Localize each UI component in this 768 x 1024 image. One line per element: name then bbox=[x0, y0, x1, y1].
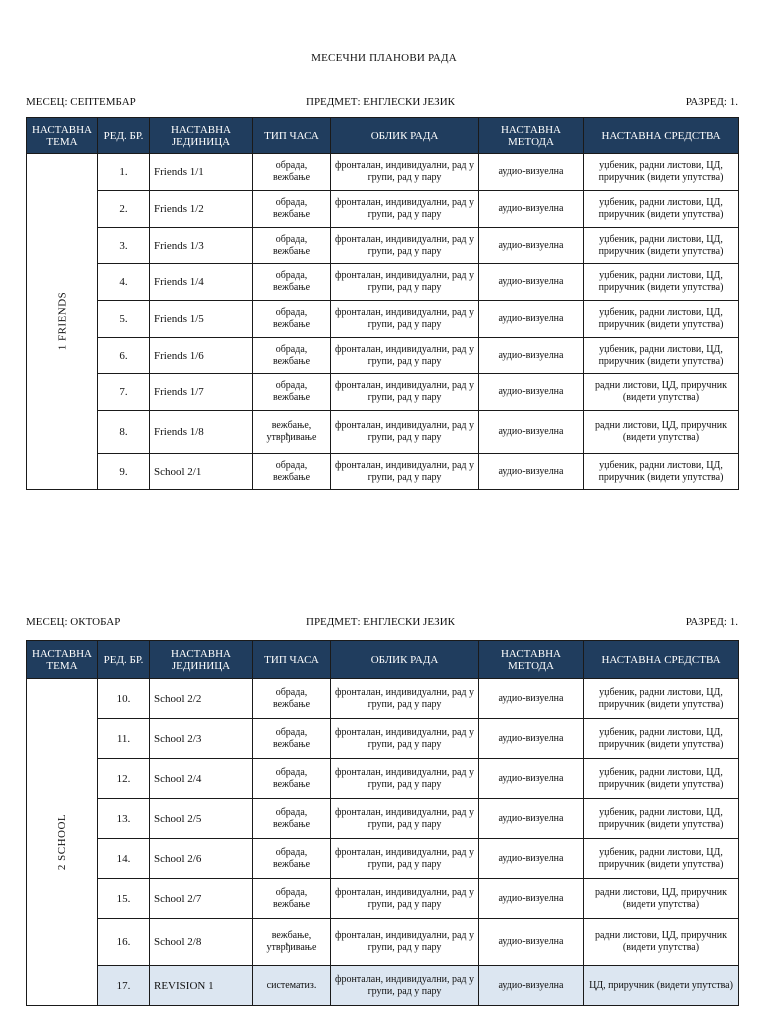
cell-num: 17. bbox=[98, 966, 150, 1006]
table-row bbox=[27, 839, 739, 879]
theme-cell bbox=[27, 679, 98, 1006]
cell-form: фронталан, индивидуални, рад у групи, рад у пару bbox=[331, 719, 479, 759]
cell-form: фронталан, индивидуални, рад у групи, рад у пару bbox=[331, 264, 479, 301]
cell-type: обрада, вежбање bbox=[253, 879, 331, 919]
cell-means: уџбеник, радни листови, ЦД, приручник (видети упутства) bbox=[584, 719, 739, 759]
month-label: МЕСЕЦ: СЕПТЕМБАР bbox=[26, 96, 136, 108]
cell-form: фронталан, индивидуални, рад у групи, рад у пару bbox=[331, 919, 479, 966]
cell-unit: Friends 1/8 bbox=[150, 411, 253, 454]
cell-method: аудио-визуелна bbox=[479, 839, 584, 879]
cell-num: 1. bbox=[98, 154, 150, 191]
cell-unit: Friends 1/2 bbox=[150, 191, 253, 228]
cell-unit: School 2/3 bbox=[150, 719, 253, 759]
cell-form: фронталан, индивидуални, рад у групи, рад у пару bbox=[331, 799, 479, 839]
cell-method: аудио-визуелна bbox=[479, 338, 584, 374]
cell-form: фронталан, индивидуални, рад у групи, рад у пару bbox=[331, 839, 479, 879]
cell-type: обрада, вежбање bbox=[253, 301, 331, 338]
header-form: ОБЛИК РАДА bbox=[331, 118, 479, 154]
cell-means: ЦД, приручник (видети упутства) bbox=[584, 966, 739, 1006]
table-body bbox=[27, 679, 739, 1006]
table-row bbox=[27, 374, 739, 411]
cell-method: аудио-визуелна bbox=[479, 374, 584, 411]
cell-unit: School 2/7 bbox=[150, 879, 253, 919]
cell-means: радни листови, ЦД, приручник (видети упутства) bbox=[584, 374, 739, 411]
cell-form: фронталан, индивидуални, рад у групи, рад у пару bbox=[331, 301, 479, 338]
cell-type: обрада, вежбање bbox=[253, 839, 331, 879]
cell-unit: School 2/6 bbox=[150, 839, 253, 879]
cell-form: фронталан, индивидуални, рад у групи, рад у пару bbox=[331, 374, 479, 411]
cell-unit: School 2/4 bbox=[150, 759, 253, 799]
theme-cell bbox=[27, 154, 98, 490]
cell-unit: Friends 1/7 bbox=[150, 374, 253, 411]
cell-method: аудио-визуелна bbox=[479, 919, 584, 966]
header-means: НАСТАВНА СРЕДСТВА bbox=[584, 641, 739, 679]
cell-type: систематиз. bbox=[253, 966, 331, 1006]
cell-unit: REVISION 1 bbox=[150, 966, 253, 1006]
cell-means: уџбеник, радни листови, ЦД, приручник (видети упутства) bbox=[584, 454, 739, 490]
cell-num: 3. bbox=[98, 228, 150, 264]
cell-type: вежбање, утврђивање bbox=[253, 919, 331, 966]
cell-unit: School 2/2 bbox=[150, 679, 253, 719]
cell-type: обрада, вежбање bbox=[253, 454, 331, 490]
cell-method: аудио-визуелна bbox=[479, 719, 584, 759]
header-method: НАСТАВНА МЕТОДА bbox=[479, 641, 584, 679]
cell-means: уџбеник, радни листови, ЦД, приручник (видети упутства) bbox=[584, 759, 739, 799]
table-row bbox=[27, 411, 739, 454]
cell-form: фронталан, индивидуални, рад у групи, рад у пару bbox=[331, 338, 479, 374]
header-num: РЕД. БР. bbox=[98, 118, 150, 154]
table-row bbox=[27, 879, 739, 919]
subject-label: ПРЕДМЕТ: ЕНГЛЕСКИ ЈЕЗИК bbox=[306, 96, 455, 108]
plan-table-october bbox=[26, 640, 739, 1006]
cell-method: аудио-визуелна bbox=[479, 879, 584, 919]
cell-means: радни листови, ЦД, приручник (видети упутства) bbox=[584, 411, 739, 454]
cell-unit: School 2/5 bbox=[150, 799, 253, 839]
cell-means: уџбеник, радни листови, ЦД, приручник (видети упутства) bbox=[584, 191, 739, 228]
cell-num: 12. bbox=[98, 759, 150, 799]
table-row bbox=[27, 679, 739, 719]
cell-num: 5. bbox=[98, 301, 150, 338]
cell-means: радни листови, ЦД, приручник (видети упутства) bbox=[584, 879, 739, 919]
cell-form: фронталан, индивидуални, рад у групи, рад у пару bbox=[331, 966, 479, 1006]
grade-label: РАЗРЕД: 1. bbox=[685, 616, 738, 628]
cell-form: фронталан, индивидуални, рад у групи, рад у пару bbox=[331, 228, 479, 264]
table-row bbox=[27, 454, 739, 490]
cell-method: аудио-визуелна bbox=[479, 966, 584, 1006]
grade-label: РАЗРЕД: 1. bbox=[685, 96, 738, 108]
cell-unit: School 2/1 bbox=[150, 454, 253, 490]
cell-type: обрада, вежбање bbox=[253, 228, 331, 264]
cell-type: обрада, вежбање bbox=[253, 338, 331, 374]
header-type: ТИП ЧАСА bbox=[253, 118, 331, 154]
cell-method: аудио-визуелна bbox=[479, 154, 584, 191]
cell-means: уџбеник, радни листови, ЦД, приручник (видети упутства) bbox=[584, 799, 739, 839]
meta-row-october bbox=[26, 616, 738, 630]
cell-form: фронталан, индивидуални, рад у групи, рад у пару bbox=[331, 411, 479, 454]
cell-form: фронталан, индивидуални, рад у групи, рад у пару bbox=[331, 879, 479, 919]
cell-form: фронталан, индивидуални, рад у групи, рад у пару bbox=[331, 759, 479, 799]
cell-type: обрада, вежбање bbox=[253, 154, 331, 191]
cell-num: 13. bbox=[98, 799, 150, 839]
header-num: РЕД. БР. bbox=[98, 641, 150, 679]
header-means: НАСТАВНА СРЕДСТВА bbox=[584, 118, 739, 154]
cell-method: аудио-визуелна bbox=[479, 759, 584, 799]
table-row bbox=[27, 301, 739, 338]
cell-method: аудио-визуелна bbox=[479, 191, 584, 228]
table-row bbox=[27, 966, 739, 1006]
cell-type: обрада, вежбање bbox=[253, 191, 331, 228]
cell-means: уџбеник, радни листови, ЦД, приручник (видети упутства) bbox=[584, 679, 739, 719]
cell-means: уџбеник, радни листови, ЦД, приручник (видети упутства) bbox=[584, 301, 739, 338]
header-unit: НАСТАВНА ЈЕДИНИЦА bbox=[150, 641, 253, 679]
cell-form: фронталан, индивидуални, рад у групи, рад у пару bbox=[331, 191, 479, 228]
cell-num: 16. bbox=[98, 919, 150, 966]
cell-unit: Friends 1/1 bbox=[150, 154, 253, 191]
cell-method: аудио-визуелна bbox=[479, 679, 584, 719]
table-row bbox=[27, 719, 739, 759]
meta-row-september bbox=[26, 96, 738, 110]
theme-label: 2 SCHOOL bbox=[55, 813, 68, 870]
cell-num: 2. bbox=[98, 191, 150, 228]
cell-type: обрада, вежбање bbox=[253, 264, 331, 301]
cell-unit: Friends 1/5 bbox=[150, 301, 253, 338]
table-row bbox=[27, 799, 739, 839]
cell-method: аудио-визуелна bbox=[479, 411, 584, 454]
cell-form: фронталан, индивидуални, рад у групи, рад у пару bbox=[331, 454, 479, 490]
cell-num: 11. bbox=[98, 719, 150, 759]
table-row bbox=[27, 154, 739, 191]
cell-type: обрада, вежбање bbox=[253, 374, 331, 411]
header-type: ТИП ЧАСА bbox=[253, 641, 331, 679]
table-row bbox=[27, 759, 739, 799]
cell-num: 14. bbox=[98, 839, 150, 879]
header-method: НАСТАВНА МЕТОДА bbox=[479, 118, 584, 154]
cell-method: аудио-визуелна bbox=[479, 228, 584, 264]
cell-num: 10. bbox=[98, 679, 150, 719]
cell-unit: Friends 1/3 bbox=[150, 228, 253, 264]
cell-method: аудио-визуелна bbox=[479, 454, 584, 490]
cell-type: обрада, вежбање bbox=[253, 759, 331, 799]
cell-type: вежбање, утврђивање bbox=[253, 411, 331, 454]
cell-form: фронталан, индивидуални, рад у групи, рад у пару bbox=[331, 679, 479, 719]
header-theme: НАСТАВНА ТЕМА bbox=[27, 641, 98, 679]
subject-label: ПРЕДМЕТ: ЕНГЛЕСКИ ЈЕЗИК bbox=[306, 616, 455, 628]
cell-means: радни листови, ЦД, приручник (видети упутства) bbox=[584, 919, 739, 966]
plan-table-september bbox=[26, 117, 739, 490]
month-label: МЕСЕЦ: ОКТОБАР bbox=[26, 616, 121, 628]
cell-num: 9. bbox=[98, 454, 150, 490]
header-unit: НАСТАВНА ЈЕДИНИЦА bbox=[150, 118, 253, 154]
cell-num: 8. bbox=[98, 411, 150, 454]
cell-num: 4. bbox=[98, 264, 150, 301]
table-body bbox=[27, 154, 739, 490]
cell-unit: Friends 1/4 bbox=[150, 264, 253, 301]
cell-num: 6. bbox=[98, 338, 150, 374]
page-title: МЕСЕЧНИ ПЛАНОВИ РАДА bbox=[311, 52, 457, 64]
cell-num: 7. bbox=[98, 374, 150, 411]
cell-means: уџбеник, радни листови, ЦД, приручник (видети упутства) bbox=[584, 228, 739, 264]
table-row bbox=[27, 264, 739, 301]
cell-type: обрада, вежбање bbox=[253, 679, 331, 719]
header-theme: НАСТАВНА ТЕМА bbox=[27, 118, 98, 154]
cell-method: аудио-визуелна bbox=[479, 799, 584, 839]
cell-method: аудио-визуелна bbox=[479, 264, 584, 301]
cell-form: фронталан, индивидуални, рад у групи, рад у пару bbox=[331, 154, 479, 191]
cell-type: обрада, вежбање bbox=[253, 719, 331, 759]
cell-means: уџбеник, радни листови, ЦД, приручник (видети упутства) bbox=[584, 264, 739, 301]
table-row bbox=[27, 338, 739, 374]
cell-means: уџбеник, радни листови, ЦД, приручник (видети упутства) bbox=[584, 338, 739, 374]
theme-label: 1 FRIENDS bbox=[56, 291, 68, 351]
cell-method: аудио-визуелна bbox=[479, 301, 584, 338]
cell-means: уџбеник, радни листови, ЦД, приручник (видети упутства) bbox=[584, 839, 739, 879]
cell-type: обрада, вежбање bbox=[253, 799, 331, 839]
header-form: ОБЛИК РАДА bbox=[331, 641, 479, 679]
cell-unit: School 2/8 bbox=[150, 919, 253, 966]
table-row bbox=[27, 191, 739, 228]
cell-means: уџбеник, радни листови, ЦД, приручник (видети упутства) bbox=[584, 154, 739, 191]
table-row bbox=[27, 919, 739, 966]
cell-num: 15. bbox=[98, 879, 150, 919]
table-row bbox=[27, 228, 739, 264]
cell-unit: Friends 1/6 bbox=[150, 338, 253, 374]
